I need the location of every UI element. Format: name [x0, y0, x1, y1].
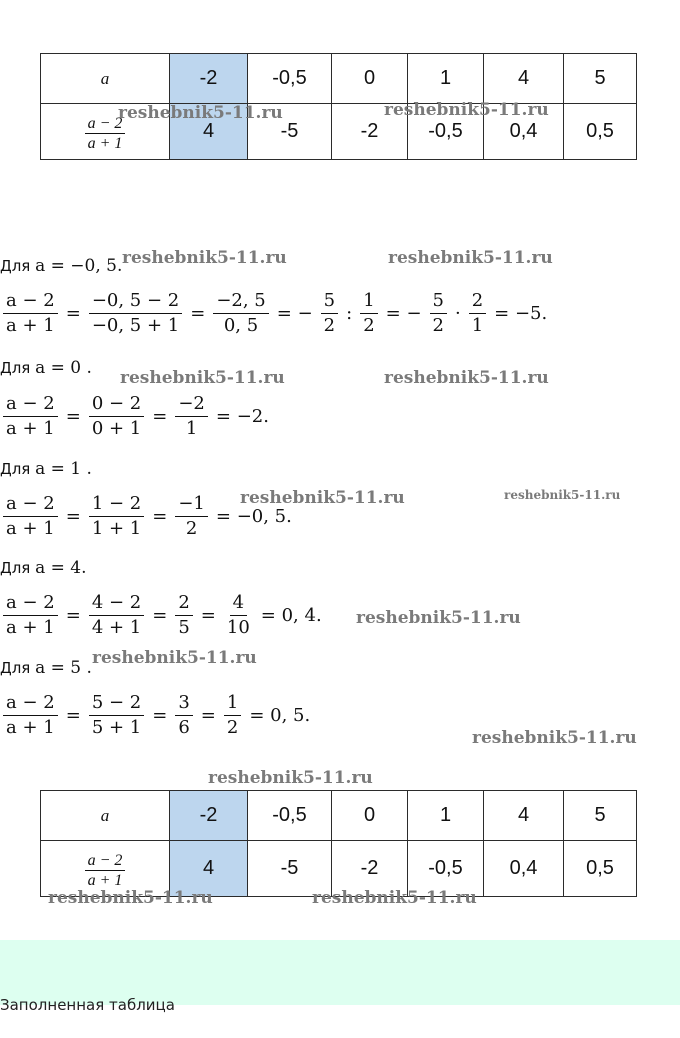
watermark: reshebnik5-11.ru — [504, 488, 621, 502]
expr-fraction — [85, 851, 126, 890]
a-value-cell: 0 — [332, 54, 408, 104]
case-label — [0, 358, 92, 378]
values-table-bottom — [40, 790, 637, 897]
result-cell: -5 — [248, 841, 332, 897]
case-word: Для — [0, 460, 31, 478]
result: = 0, 4. — [260, 605, 322, 626]
fraction: $\frac{a - 2}{a + 1}$ — [3, 691, 58, 740]
fraction: $\frac{a - 2}{a + 1}$ — [3, 591, 58, 640]
fraction: $\frac{-2}{1}$ — [175, 392, 208, 441]
case-condition: a = −0, 5. — [35, 256, 123, 276]
fraction: $\frac{2}{5}$ — [175, 591, 192, 640]
equation-case-3: $\frac{a - 2}{a + 1}$ = $\frac{1 - 2}{1 + 1}$ = $\frac{-1}{2}$ = −0, 5. — [0, 492, 297, 541]
case-label — [0, 459, 92, 479]
watermark: reshebnik5-11.ru — [118, 103, 283, 123]
fraction: $\frac{4 - 2}{4 + 1}$ — [89, 591, 144, 640]
fraction: $\frac{5}{2}$ — [430, 289, 447, 338]
expr-numerator: a − 2 — [85, 114, 126, 134]
case-label — [0, 256, 122, 276]
a-value-cell: 4 — [484, 54, 564, 104]
equation-case-1: $\frac{a - 2}{a + 1}$ = $\frac{-0, 5 - 2}{-0, 5 + 1}$ = $\frac{-2, 5}{0, 5}$ = − $\frac{5}{2}$ : $\frac{1}{2}$ = − $\frac{5}{2}$ · $\frac{2}{1}$ = −5. — [0, 289, 552, 338]
answer-caption: Заполненная таблица — [0, 996, 175, 1014]
table-row-a — [41, 791, 637, 841]
case-word: Для — [0, 559, 31, 577]
a-value-cell: 1 — [408, 54, 484, 104]
result-cell: -2 — [332, 104, 408, 160]
result-cell: 0,5 — [564, 104, 637, 160]
result-cell: 0,4 — [484, 841, 564, 897]
result-cell: 4 — [170, 841, 248, 897]
watermark: reshebnik5-11.ru — [384, 100, 549, 120]
watermark: reshebnik5-11.ru — [356, 608, 521, 628]
case-condition: a = 0 . — [35, 358, 92, 378]
watermark: reshebnik5-11.ru — [240, 488, 405, 508]
a-value-cell: -2 — [170, 791, 248, 841]
result: = −2. — [215, 406, 269, 427]
equation-case-4: $\frac{a - 2}{a + 1}$ = $\frac{4 - 2}{4 + 1}$ = $\frac{2}{5}$ = $\frac{4}{10}$ = 0, 4. — [0, 591, 327, 640]
fraction: $\frac{-0, 5 - 2}{-0, 5 + 1}$ — [89, 289, 182, 338]
fraction: $\frac{-1}{2}$ — [175, 492, 208, 541]
fraction: $\frac{2}{1}$ — [469, 289, 486, 338]
watermark: reshebnik5-11.ru — [208, 768, 373, 788]
fraction: $\frac{a - 2}{a + 1}$ — [3, 492, 58, 541]
fraction: $\frac{5 - 2}{5 + 1}$ — [89, 691, 144, 740]
result-cell: -2 — [332, 841, 408, 897]
a-value-cell: -2 — [170, 54, 248, 104]
fraction: $\frac{a - 2}{a + 1}$ — [3, 392, 58, 441]
fraction: $\frac{1}{2}$ — [360, 289, 377, 338]
fraction: $\frac{4}{10}$ — [226, 592, 250, 638]
fraction: $\frac{3}{6}$ — [175, 691, 192, 740]
result-cell: -5 — [248, 104, 332, 160]
watermark: reshebnik5-11.ru — [312, 888, 477, 908]
case-condition: a = 1 . — [35, 459, 92, 479]
fraction: $\frac{a - 2}{a + 1}$ — [3, 289, 58, 338]
table-row-a — [41, 54, 637, 104]
equation-case-5: $\frac{a - 2}{a + 1}$ = $\frac{5 - 2}{5 + 1}$ = $\frac{3}{6}$ = $\frac{1}{2}$ = 0, 5. — [0, 691, 315, 740]
watermark: reshebnik5-11.ru — [472, 728, 637, 748]
result-cell: 0,4 — [484, 104, 564, 160]
a-value-cell: 5 — [564, 54, 637, 104]
a-value-cell: 5 — [564, 791, 637, 841]
case-condition: a = 4. — [35, 558, 87, 578]
fraction: $\frac{5}{2}$ — [321, 289, 338, 338]
a-value-cell: -0,5 — [248, 54, 332, 104]
a-value-cell: 4 — [484, 791, 564, 841]
expr-numerator: a − 2 — [85, 851, 126, 871]
watermark: reshebnik5-11.ru — [384, 368, 549, 388]
var-label-cell: a — [41, 791, 170, 841]
var-label-cell: a — [41, 54, 170, 104]
case-word: Для — [0, 659, 31, 677]
result-cell: 4 — [170, 104, 248, 160]
watermark: reshebnik5-11.ru — [388, 248, 553, 268]
result-cell: 0,5 — [564, 841, 637, 897]
case-label — [0, 658, 92, 678]
result-cell: -0,5 — [408, 104, 484, 160]
watermark: reshebnik5-11.ru — [48, 888, 213, 908]
fraction: $\frac{1 - 2}{1 + 1}$ — [89, 492, 144, 541]
case-word: Для — [0, 359, 31, 377]
watermark: reshebnik5-11.ru — [120, 368, 285, 388]
a-value-cell: -0,5 — [248, 791, 332, 841]
expr-denominator: a + 1 — [87, 134, 123, 152]
a-value-cell: 1 — [408, 791, 484, 841]
result: = −5. — [494, 303, 548, 324]
fraction: $\frac{1}{2}$ — [224, 691, 241, 740]
result: = −0, 5. — [215, 506, 292, 527]
case-condition: a = 5 . — [35, 658, 92, 678]
watermark: reshebnik5-11.ru — [92, 648, 257, 668]
watermark: reshebnik5-11.ru — [122, 248, 287, 268]
result-cell: -0,5 — [408, 841, 484, 897]
result: = 0, 5. — [249, 705, 311, 726]
expr-denominator: a + 1 — [87, 871, 123, 889]
a-value-cell: 0 — [332, 791, 408, 841]
fraction: $\frac{0 - 2}{0 + 1}$ — [89, 392, 144, 441]
fraction: $\frac{-2, 5}{0, 5}$ — [213, 289, 268, 338]
case-word: Для — [0, 257, 31, 275]
case-label — [0, 558, 87, 578]
equation-case-2: $\frac{a - 2}{a + 1}$ = $\frac{0 - 2}{0 + 1}$ = $\frac{-2}{1}$ = −2. — [0, 392, 274, 441]
